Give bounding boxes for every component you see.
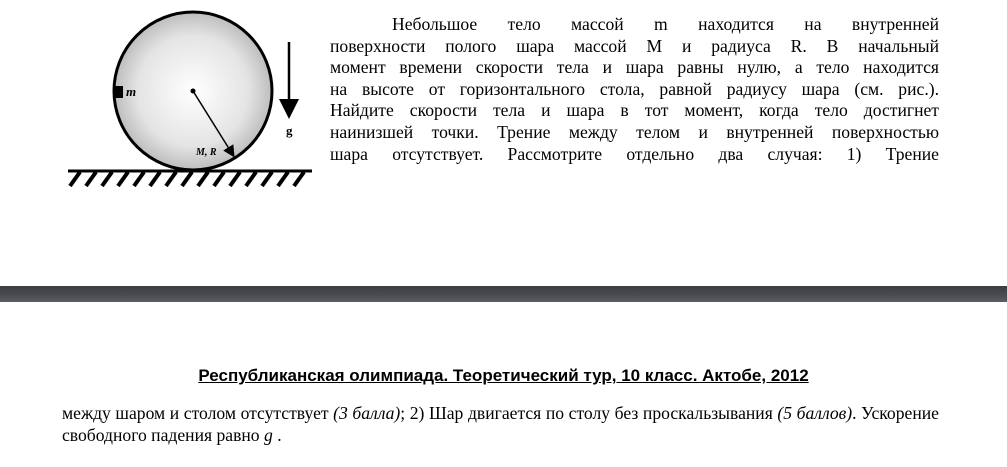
text-segment: ; 2) Шар двигается по столу без проскальзывания bbox=[400, 403, 778, 423]
problem-text-bottom bbox=[62, 403, 939, 446]
problem-line: момент времени скорости тела и шара равны нулю, а тело находится bbox=[330, 57, 939, 78]
small-body bbox=[114, 86, 123, 98]
ball-label: M, R bbox=[196, 147, 217, 158]
problem-line: на высоте от горизонтального стола, равной радиусу шара (см. рис.). bbox=[330, 78, 939, 99]
physics-figure bbox=[60, 10, 320, 195]
problem-line: Небольшое тело массой m находится на внутренней bbox=[392, 14, 939, 34]
problem-line: наинизшей точки. Трение между телом и внутренней поверхностью bbox=[330, 121, 939, 142]
mass-label: m bbox=[126, 84, 137, 99]
problem-text-top bbox=[330, 14, 939, 165]
text-segment: между шаром и столом отсутствует bbox=[62, 403, 334, 423]
page-header: Республиканская олимпиада. Теоретический тур, 10 класс. Актобе, 2012 bbox=[198, 366, 809, 385]
text-segment: . Ускорение свободного падения равно bbox=[62, 403, 939, 445]
problem-line: поверхности полого шара массой M и радиуса R. В начальный bbox=[330, 35, 939, 56]
points-note: (3 балла) bbox=[333, 403, 401, 423]
problem-line: шара отсутствует. Рассмотрите отдельно два случая: 1) Трение bbox=[330, 143, 939, 164]
points-note: (5 баллов) bbox=[777, 403, 853, 423]
table-hatching bbox=[70, 172, 304, 186]
page-separator bbox=[0, 286, 1007, 302]
g-symbol: g bbox=[264, 424, 273, 445]
problem-line: Найдите скорости тела и шара в тот момент, когда тело достигнет bbox=[330, 100, 939, 121]
text-segment: . bbox=[272, 424, 282, 445]
gravity-label: g bbox=[286, 123, 293, 138]
